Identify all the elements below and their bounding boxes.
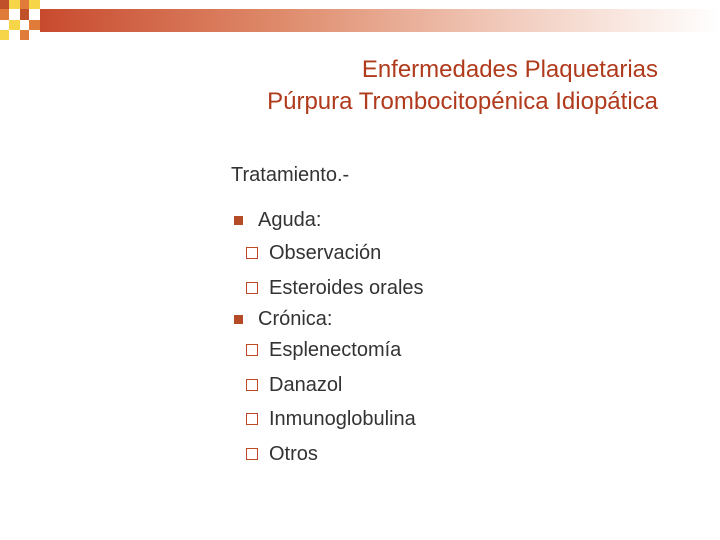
corner-decoration-square <box>9 0 20 9</box>
list-item-label: Aguda: <box>258 209 322 231</box>
list-item-aguda <box>231 206 424 234</box>
sub-list-item <box>246 437 424 472</box>
sub-list-item-label: Otros <box>269 442 318 465</box>
section-heading: Tratamiento.- <box>231 164 350 186</box>
sub-list-item <box>246 368 424 403</box>
checkbox-bullet-icon <box>246 413 258 425</box>
corner-decoration-square <box>20 30 29 40</box>
corner-decoration-square <box>20 0 29 9</box>
title-line-2: Púrpura Trombocitopénica Idiopática <box>267 88 658 115</box>
title-line-1: Enfermedades Plaquetarias <box>361 56 658 83</box>
sub-list-item-label: Esteroides orales <box>269 276 424 299</box>
corner-decoration-square <box>9 20 20 30</box>
square-bullet-icon <box>234 216 243 225</box>
slide-content <box>231 162 424 471</box>
corner-decoration-square <box>0 0 9 9</box>
header-gradient-bar <box>40 9 720 32</box>
corner-decoration-square <box>29 20 40 30</box>
list-item-cronica <box>231 305 424 333</box>
checkbox-bullet-icon <box>246 344 258 356</box>
sub-list-item-label: Inmunoglobulina <box>269 408 416 430</box>
list-item-label: Crónica: <box>258 308 333 330</box>
sub-list-item-label: Danazol <box>269 373 343 396</box>
checkbox-bullet-icon <box>246 247 258 259</box>
sub-list-item <box>246 402 424 437</box>
sub-list-item-label: Esplenectomía <box>269 339 402 361</box>
corner-decoration-square <box>0 9 9 20</box>
square-bullet-icon <box>234 315 243 324</box>
corner-decoration-square <box>20 9 29 20</box>
checkbox-bullet-icon <box>246 448 258 460</box>
sub-list-item <box>246 333 424 368</box>
sub-list-item-label: Observación <box>269 242 382 264</box>
checkbox-bullet-icon <box>246 379 258 391</box>
sub-list-item <box>246 271 424 306</box>
slide-title <box>267 54 658 118</box>
corner-decoration-square <box>0 30 9 40</box>
checkbox-bullet-icon <box>246 282 258 294</box>
sub-list-item <box>246 236 424 271</box>
corner-decoration-square <box>29 0 40 9</box>
